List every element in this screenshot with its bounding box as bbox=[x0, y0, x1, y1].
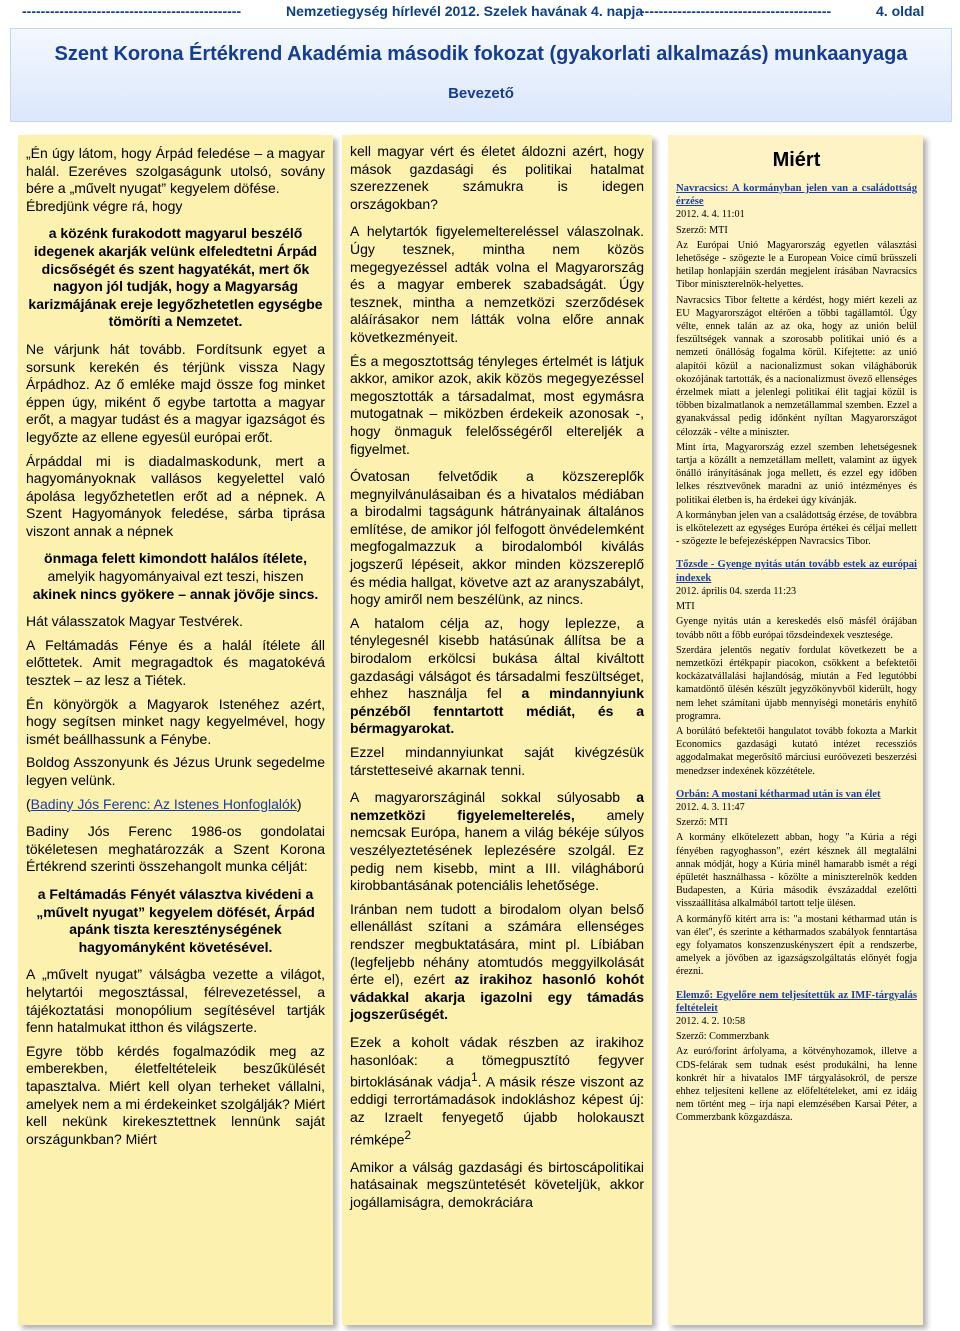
text: Iránban nem tudott a birodalom olyan belső ellenállást szítani a számára ellenséges rendszer megbuktatására, mint pl. Líbiában (legfeljebb néhány atomtudós meggyilkolását érte el), ezért bbox=[350, 900, 644, 988]
article-text: Az Európai Unió Magyarország egyetlen választási lehetősége - szögezte le a European Voice című brüsszeli hetilap honlapjáin szerdán megjelent írásában Navracsics Tibor miniszterelnök-helyettes. bbox=[676, 239, 917, 291]
source-link[interactable]: Badiny Jós Ferenc: Az Istenes Honfoglalók bbox=[30, 795, 297, 812]
text: amely nemcsak Európa, hanem a világ békéje súlyos veszélyeztetésének leplezésére szolgál. Ez pedig nem kisebb, mint a III. világháború kirobbantásának potenciális lehetősége. bbox=[350, 806, 644, 894]
article-text: Az euró/forint árfolyama, a kötvényhozamok, illetve a CDS-felárak sem tudnak esést produkálni, ha lenne konkrét hír a hivatalos IMF tárgyalásokról, de persze ehhez teljesíteni kellene az előfeltételeket, ami ez idáig nem történt meg – írja napi elemzésében Karsai Péter, a Commerzbank közgazdásza. bbox=[676, 1046, 917, 1124]
text: önmaga felett kimondott halálos ítélete, bbox=[44, 550, 307, 567]
paragraph bbox=[350, 789, 644, 895]
header-box bbox=[10, 28, 952, 122]
paragraph: Ezzel mindannyiunkat saját kivégzésük társtetteseivé akarnak tenni. bbox=[350, 744, 644, 778]
article-source: MTI bbox=[676, 601, 695, 613]
paragraph: És a megosztottság tényleges értelmét is látjuk akkor, amikor azok, akik közös megegyezéssel megosztották a társadalmat, most egymásra mutogatnak – miközben érdekeik azonosak -, hogy önmaguk felelősségéről eltereljék a figyelmet. bbox=[350, 352, 644, 457]
article-text: A kormányfő kitért arra is: "a mostani kétharmad után is van élet", és szerinte a kétharmados szabályok fenntartása egy folyamatos konszenzuskényszert épít a rendszerbe, amelyek a jövőben az igazságszolgáltatás előnyét fogja érezni. bbox=[676, 913, 917, 978]
bold-paragraph bbox=[26, 550, 325, 603]
text: a közénk furakodott magyarul beszélő idegenek akarják velünk elfeledtetni Árpád dicsőségét és szent hagyatékát, mert ők nagyon jól tudják, hogy a Magyarság karizmájának ereje legyőzhetetlen egységbe tömöríti a Nemzetet. bbox=[28, 225, 323, 330]
article-date: 2012. 4. 2. 10:58 bbox=[676, 1015, 746, 1027]
text: a nemzetközi figyelemelterelés, bbox=[350, 789, 644, 823]
text: . A másik része viszont az eddigi terrortámadások indokláshoz képest új: az Izraelt fenyegető újabb holokauszt rémképe bbox=[350, 1073, 644, 1148]
article-title-link[interactable]: Tőzsde - Gyenge nyitás után tovább estek az európai indexek bbox=[676, 559, 917, 584]
column-right-news bbox=[668, 135, 923, 1325]
source-link-line: (Badiny Jós Ferenc: Az Istenes Honfoglalók) bbox=[26, 795, 302, 812]
text: Ne várjunk hát tovább. bbox=[26, 340, 186, 357]
paragraph: kell magyar vért és életet áldozni azért, hogy mások gazdasági és politikai hatalmat szerezzenek számukra is idegen országokban? bbox=[350, 143, 644, 212]
paragraph bbox=[350, 615, 644, 738]
article-source: Szerző: Commerzbank bbox=[676, 1031, 770, 1043]
paragraph: Hát válasszatok Magyar Testvérek. bbox=[26, 613, 243, 630]
article-date: 2012. április 04. szerda 11:23 bbox=[676, 585, 797, 597]
footnote-ref[interactable]: 2 bbox=[404, 1128, 411, 1142]
article-text: Mint írta, Magyarország ezzel szemben lehetségesnek tartja a közállt a nemzetállam mellett, valamint az ügyek önálló irányításának joga mellett, és ezzel egy időben lelkes résztvevőnek maradni az unió intézményes és politikai életben is, ha érdekei úgy kívánják. bbox=[676, 441, 917, 506]
article-source: Szerző: MTI bbox=[676, 817, 728, 829]
article-date: 2012. 4. 3. 11:47 bbox=[676, 801, 745, 813]
text: akinek nincs gyökere – annak jövője sincs. bbox=[32, 585, 319, 602]
bold-paragraph bbox=[26, 886, 325, 956]
text: A hatalom célja az, hogy leplezze, a ténylegesnél kisebb hatásúnak állítsa be a birodalom erkölcsi bukása által kiváltott gazdasági válságot és társadalmi feszültséget, ehhez használja fel bbox=[350, 614, 644, 702]
paragraph: Én könyörgök a Magyarok Istenéhez azért, hogy segítsen minket nagy kegyelmével, hogy ismét beállhassunk a Fénybe. bbox=[26, 695, 325, 747]
article-text: Szerdára jelentős negatív fordulat következett be a nemzetközi értékpapír piacokon, csökkent a befektetői kockázatvállalási hajlandóság, miután a Fed legutóbbi kamatdöntő ülésén készült jegyzőkönyvből kiderült, hogy nem lehet számítani újabb mennyiségi monetáris enyhítő programra. bbox=[676, 644, 917, 722]
paragraph: Árpáddal mi is diadalmaskodunk, mert a hagyományoknak vallásos kegyelettel való ápolása legyőzhetetlen erőt ad a népnek. A Szent Hagyományok feledése, sárba tiprása viszont annak a népnek bbox=[26, 452, 325, 539]
bold-paragraph bbox=[26, 225, 325, 331]
page-number: 4. oldal bbox=[876, 3, 925, 19]
paragraph: Boldog Asszonyunk és Jézus Urunk segedelme legyen velünk. bbox=[26, 754, 325, 788]
text: az irakihoz hasonló kohót vádakkal akarja igazolni egy támadás jogszerűségét. bbox=[350, 971, 644, 1023]
footnote-ref[interactable]: 1 bbox=[471, 1071, 478, 1085]
text: „Én úgy látom, hogy Árpád feledése – a magyar halál. Ezeréves szolgaságunk utolsó, sovány bére a „művelt nyugat” kegyelem döfése. bbox=[26, 145, 325, 197]
column-left bbox=[18, 135, 333, 1325]
paragraph: A „művelt nyugat” válságba vezette a világot, helytartói megosztással, félrevezetéssel, a tájékoztatási monopólium segítésével tartják fenn hatalmukat itthon és világszerte. bbox=[26, 966, 325, 1036]
article-title-link[interactable]: Navracsics: A kormányban jelen van a családottság érzése bbox=[676, 183, 917, 208]
page-title: Szent Korona Értékrend Akadémia második fokozat (gyakorlati alkalmazás) munkaanyaga bbox=[54, 43, 908, 65]
text: Ezek a koholt vádak részben az irakihoz hasonlóak: a tömegpusztító fegyver birtoklásának vádja bbox=[350, 1033, 644, 1090]
paragraph bbox=[350, 1034, 644, 1149]
article-text: A kormány elkötelezett abban, hogy "a Kúria a régi fényében ragyoghasson", ezért késznek áll megtalálni annak módját, hogy a Kúria minél hamarabb ismét a régi épületét használhassa - közölte a miniszterelnök kedden Budapesten, a Kúria második évszázaddal ezelőtti visszaállítása alkalmából tartott telje ülésen. bbox=[676, 832, 917, 910]
paragraph: A helytartók figyelemeltereléssel válaszolnak. Úgy tesznek, mintha nem közös megegyezéssel adták volna el Magyarország és a magyar emberek szabadságát. Úgy tesznek, mintha a nemzetközi szerződések aláírásakor nem látták volna előre annak következményeit. bbox=[350, 223, 644, 345]
section-subtitle: Bevezető bbox=[448, 85, 514, 102]
article-text: Navracsics Tibor feltette a kérdést, hogy miért kezeli az EU Magyarországot eltérően a többi tagállamtól. Úgy vélte, ennek talán az az oka, hogy az unión belül feszültségek vannak a szorosabb politikai unió és a nemzeti önállóság fogalma körül. Kifejtette: az unió alapítói közül a nacionalizmust sokan világháborúk okozójának tartották, és a nacionalizmust övező ellenséges érzelmek miatt a jelenlegi politikai élit tagjai közül is többen bizalmatlanok a nemzetállammal szemben. Ezzel a gyanakvással pedig időnként nyíltan Magyarországot célozzák - vélte a miniszter. bbox=[676, 294, 917, 438]
article-source: Szerző: MTI bbox=[676, 224, 728, 236]
dash-rule-left: ----------------------------------------------- bbox=[22, 3, 242, 19]
text: Ébredjünk végre rá, hogy bbox=[26, 197, 183, 214]
text: Fordítsunk egyet a sorsunk kerekén és térjünk vissza Nagy Árpádhoz. bbox=[26, 340, 326, 393]
text: A magyarországinál sokkal súlyosabb bbox=[350, 789, 621, 806]
article-title-link[interactable]: Orbán: A mostani kétharmad után is van élet bbox=[676, 788, 881, 800]
paragraph bbox=[26, 145, 325, 215]
article-title-link[interactable]: Elemző: Egyelőre nem teljesítettük az IMF-tárgyalás feltételeit bbox=[676, 989, 917, 1014]
paragraph: Egyre több kérdés fogalmazódik meg az emberekben, életfeltételeik beszűkülését tapasztalva. Miért kell olyan terheket vállalni, amelyek nem a mi érdekeinket szolgálják? Miért kell nekünk kirekesztettnek lennünk saját országunkban? Miért bbox=[26, 1042, 325, 1147]
text: amelyik hagyományaival ezt teszi, hiszen bbox=[47, 568, 304, 585]
dash-rule-right: ----------------------------------------- bbox=[640, 3, 832, 19]
column-middle bbox=[342, 135, 652, 1325]
newsletter-name: Nemzetiegység hírlevél 2012. Szelek havának 4. napja bbox=[286, 3, 644, 19]
article-text: Gyenge nyitás után a kereskedés első másfél órájában tovább nőtt a főbb európai tőzsdeindexek veszteségе. bbox=[676, 616, 917, 641]
news-heading: Miért bbox=[772, 149, 821, 171]
paragraph: Amikor a válság gazdasági és birtoscápolitikai hatásainak megszüntetését követeljük, akkor jogállamiságra, demokráciára bbox=[350, 1158, 644, 1210]
article-date: 2012. 4. 4. 11:01 bbox=[676, 209, 745, 221]
paragraph: A Feltámadás Fénye és a halál ítélete áll előttetek. Amit megragadtok és magatokévá tesztek – az lesz a Tiétek. bbox=[26, 636, 325, 689]
article-text: A kormányban jelen van a családottság érzése, de továbbra is elkötelezett az egységes Európa értékei és céljai mellett - szögezte le befejezésképpen Navracsics Tibor. bbox=[676, 509, 917, 548]
text: a Feltámadás Fényét választva kivédeni a „művelt nyugat” kegyelem döfését, Árpád apánk tiszta kereszténységének hagyományként követésével. bbox=[36, 885, 315, 955]
text: a mindannyiunk pénzéből fenntartott médiát, és a bérmagyarokat. bbox=[350, 685, 645, 737]
newsletter-topbar bbox=[0, 0, 960, 22]
paragraph bbox=[26, 341, 325, 447]
paragraph bbox=[350, 901, 644, 1024]
paragraph: Badiny Jós Ferenc 1986-os gondolatai tökéletesen meghatározzák a Szent Korona Értékrend szerinti összehangolt munka célját: bbox=[26, 823, 325, 875]
paragraph: Óvatosan felvetődik a közszereplők megnyilvánulásaiban és a hivatalos médiában a birodalmi tagságunk hátrányainak általános említése, de amikor jól felfogott önvédelemként megfogalmazzuk a birodalomból kiválás jogszerű lépéseit, akkor minden közszereplő és média hallgat, követve azt az aranyszabályt, hogy amiről nem beszélünk, az nincs. bbox=[350, 468, 644, 608]
text: Az ő emléke majd össze fog minket éppen úgy, miként ő egybe tartotta a magyar erőt, a magyar tudást és a magyar igazságot és legyőzte az ellene egyesül európai erőt. bbox=[26, 376, 325, 445]
article-text: A borúlátó befektetői hangulatot tovább fokozta a Markit Economics gazdasági kutató intézet recessziós aggodalmakat megerősítő márciusi euróövezeti beszerzési menedzser indexének közzététele. bbox=[676, 725, 917, 777]
